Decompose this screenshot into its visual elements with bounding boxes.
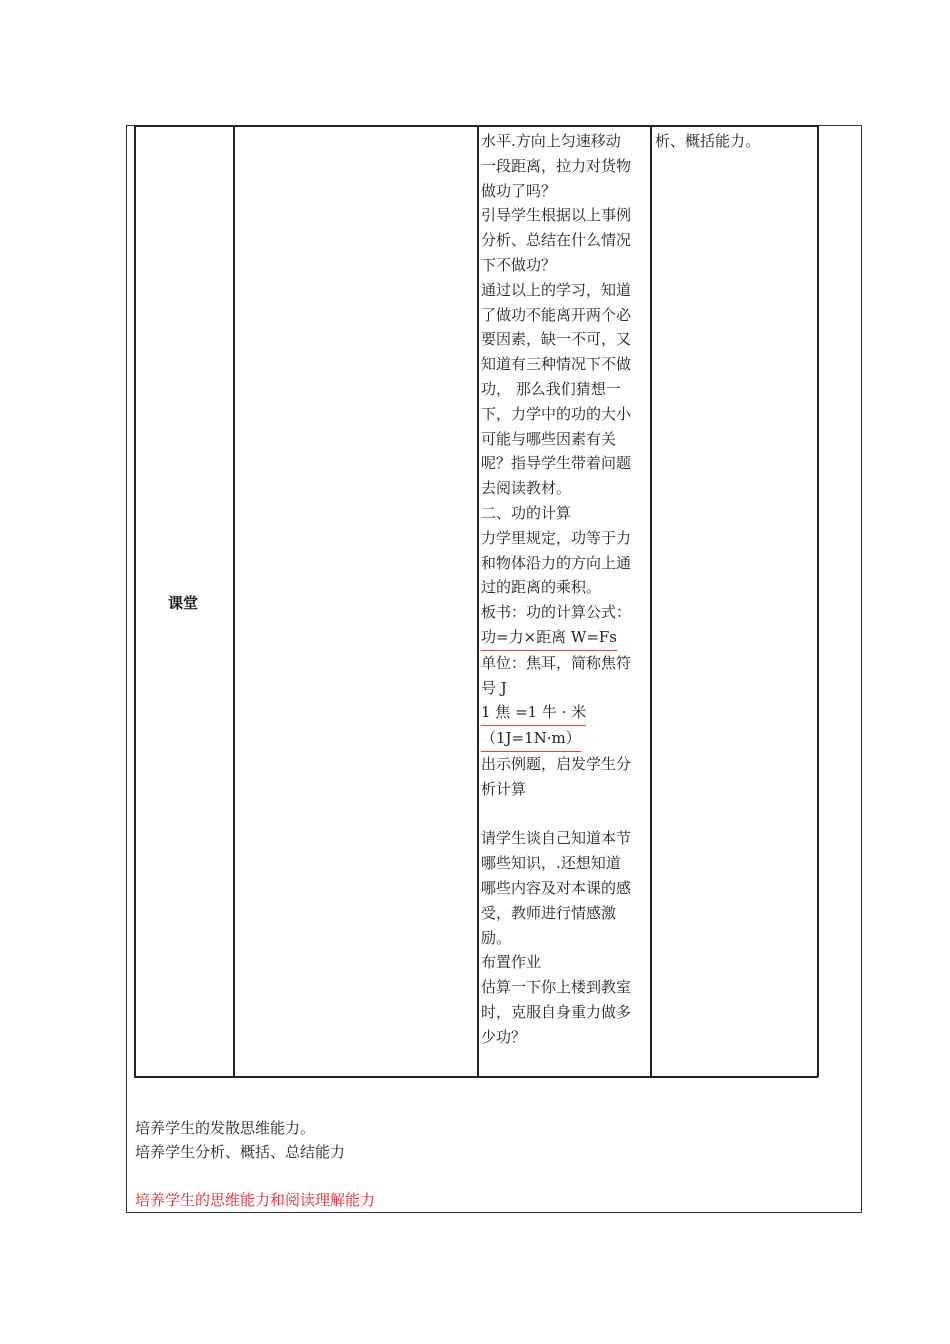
activity-line: 时，克服自身重力做多 <box>481 1002 632 1021</box>
activity-line: 知道有三种情况下不做 <box>481 355 632 374</box>
activity-line: 析计算 <box>481 779 527 798</box>
note-line-1: 培养学生的发散思维能力。 <box>135 1119 316 1137</box>
activity-line: 通过以上的学习，知道 <box>481 280 632 299</box>
activity-line: 布置作业 <box>481 953 542 972</box>
activity-line: 少功？ <box>481 1027 527 1046</box>
activity-line: 力学里规定，功等于力 <box>481 528 632 547</box>
activity-line: 去阅读教材。 <box>481 479 572 498</box>
activity-line: 下，力学中的功的大小 <box>481 404 632 423</box>
activity-line: 哪些内容及对本课的感 <box>481 878 632 897</box>
activity-line: 号 J <box>481 678 507 697</box>
activity-line: 下不做功？ <box>481 255 557 274</box>
activity-line: 分析、总结在什么情况 <box>481 231 632 250</box>
design-intent-cell: 析、概括能力。 <box>655 132 761 150</box>
notes-section <box>135 1116 375 1212</box>
teacher-activity-cell <box>481 129 650 1049</box>
note-line-2: 培养学生分析、概括、总结能力 <box>135 1143 346 1161</box>
activity-line: 过的距离的乘积。 <box>481 578 602 597</box>
activity-line: 要因素，缺一不可，又 <box>481 330 632 349</box>
activity-line: 呢？指导学生带着问题 <box>481 454 632 473</box>
activity-line: 水平.方向上匀速移动 <box>481 132 621 150</box>
activity-line: 功， 那么我们猜想一 <box>481 379 621 398</box>
activity-line: 引导学生根据以上事例 <box>481 206 632 225</box>
column-divider-1 <box>233 125 235 1077</box>
note-line-3: 培养学生的思维能力和阅读理解能力 <box>135 1191 376 1209</box>
table-bottom-border <box>134 1076 818 1078</box>
activity-line: 哪些知识，.还想知道 <box>481 854 621 873</box>
activity-line: 二、功的计算 <box>481 503 572 522</box>
activity-line: 功=力×距离 W=Fs <box>481 625 617 651</box>
activity-line: 一段距离，拉力对货物 <box>481 156 632 175</box>
activity-line: 励。 <box>481 928 512 947</box>
activity-line: 受，教师进行情感激 <box>481 903 617 922</box>
activity-line: （1J=1N·m） <box>481 726 581 752</box>
activity-line: 可能与哪些因素有关 <box>481 429 617 448</box>
activity-line: 1 焦 =1 牛 · 米 <box>481 700 586 726</box>
activity-line: 板书：功的计算公式： <box>481 603 632 622</box>
activity-line <box>481 802 650 827</box>
table-left-border <box>134 125 136 1077</box>
activity-line: 和物体沿力的方向上通 <box>481 553 632 572</box>
row-label: 课堂 <box>168 594 199 612</box>
activity-line: 出示例题，启发学生分 <box>481 754 632 773</box>
table-right-border <box>817 125 819 1077</box>
activity-line: 估算一下你上楼到教室 <box>481 978 632 997</box>
activity-line: 了做功不能离开两个必 <box>481 305 632 324</box>
column-divider-2 <box>477 125 479 1077</box>
table-top-border <box>134 125 818 127</box>
activity-line: 请学生谈自己知道本节 <box>481 829 632 848</box>
activity-line: 做功了吗？ <box>481 181 557 200</box>
column-divider-3 <box>650 125 652 1077</box>
activity-line: 单位：焦耳，简称焦符 <box>481 653 632 672</box>
